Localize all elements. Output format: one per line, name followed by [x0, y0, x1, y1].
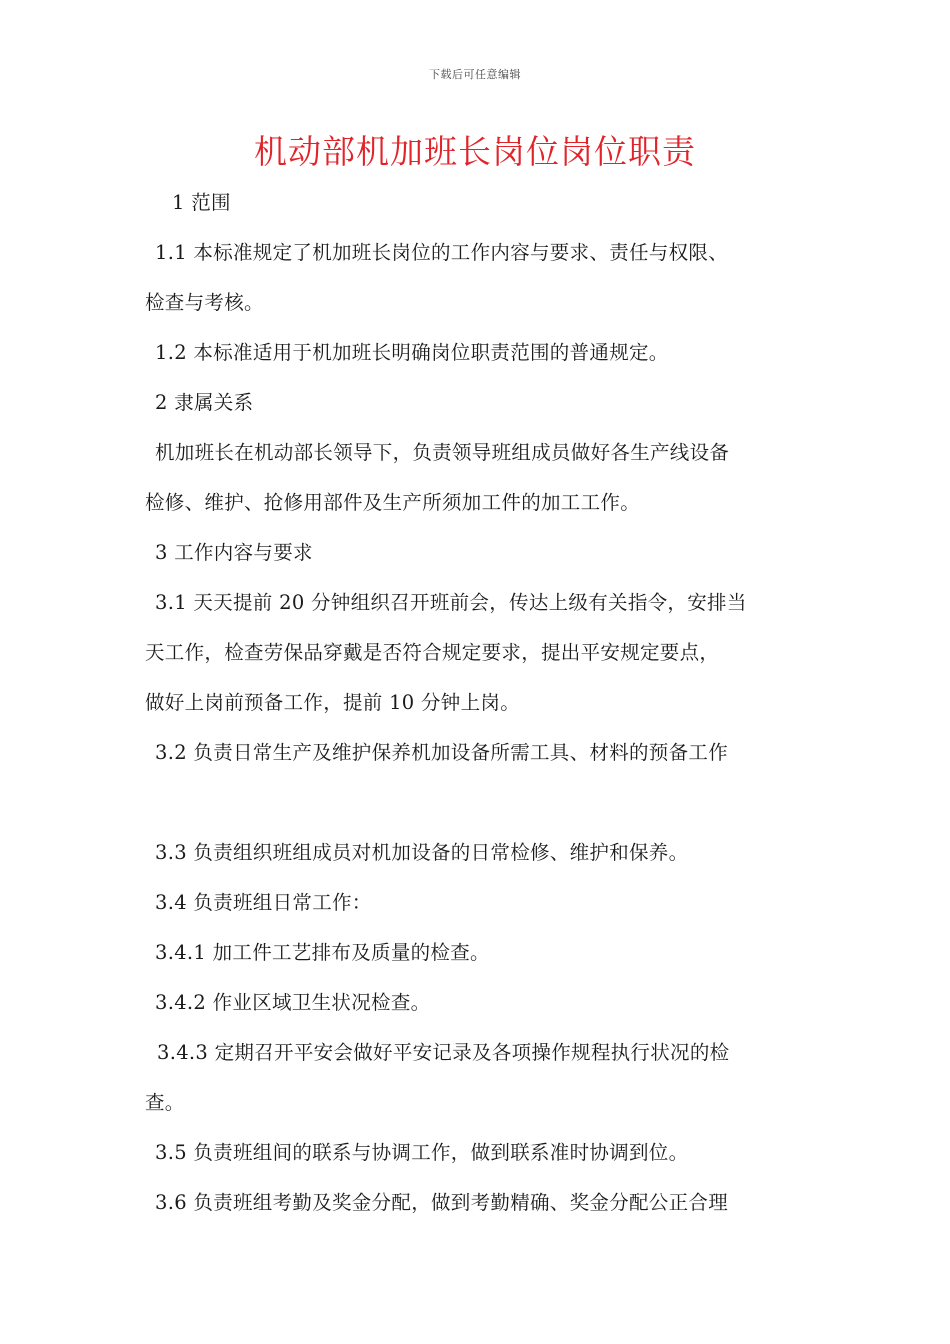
document-body	[145, 178, 807, 1228]
paragraph-line: 3.3 负责组织班组成员对机加设备的日常检修、维护和保养。	[155, 841, 689, 864]
paragraph-line: 检查与考核。	[145, 291, 264, 314]
section-heading: 2 隶属关系	[155, 391, 254, 414]
paragraph-line: 1.2 本标准适用于机加班长明确岗位职责范围的普通规定。	[155, 341, 669, 364]
paragraph-line: 3.4.2 作业区域卫生状况检查。	[155, 991, 431, 1014]
document-title: 机动部机加班长岗位岗位职责	[254, 132, 696, 171]
paragraph-line: 3.2 负责日常生产及维护保养机加设备所需工具、材料的预备工作	[155, 741, 729, 764]
section-heading: 1 范围	[172, 191, 231, 214]
paragraph-line: 3.5 负责班组间的联系与协调工作，做到联系准时协调到位。	[155, 1141, 689, 1164]
paragraph-line: 天工作，检查劳保品穿戴是否符合规定要求，提出平安规定要点，	[145, 641, 720, 664]
paragraph-line: 机加班长在机动部长领导下，负责领导班组成员做好各生产线设备	[155, 441, 730, 464]
paragraph-line: 查。	[145, 1091, 185, 1114]
paragraph-line: 3.4.1 加工件工艺排布及质量的检查。	[155, 941, 490, 964]
paragraph-line: 1.1 本标准规定了机加班长岗位的工作内容与要求、责任与权限、	[155, 241, 729, 264]
paragraph-line: 做好上岗前预备工作，提前 10 分钟上岗。	[145, 691, 521, 714]
section-heading: 3 工作内容与要求	[155, 541, 313, 564]
blank-line	[145, 778, 807, 828]
paragraph-line: 检修、维护、抢修用部件及生产所须加工件的加工工作。	[145, 491, 641, 514]
paragraph-line: 3.1 天天提前 20 分钟组织召开班前会，传达上级有关指令，安排当	[155, 591, 747, 614]
header-note: 下载后可任意编辑	[429, 68, 521, 81]
paragraph-line: 3.4 负责班组日常工作：	[155, 891, 372, 914]
paragraph-line: 3.4.3 定期召开平安会做好平安记录及各项操作规程执行状况的检	[157, 1041, 730, 1064]
paragraph-line: 3.6 负责班组考勤及奖金分配，做到考勤精确、奖金分配公正合理	[155, 1191, 729, 1214]
